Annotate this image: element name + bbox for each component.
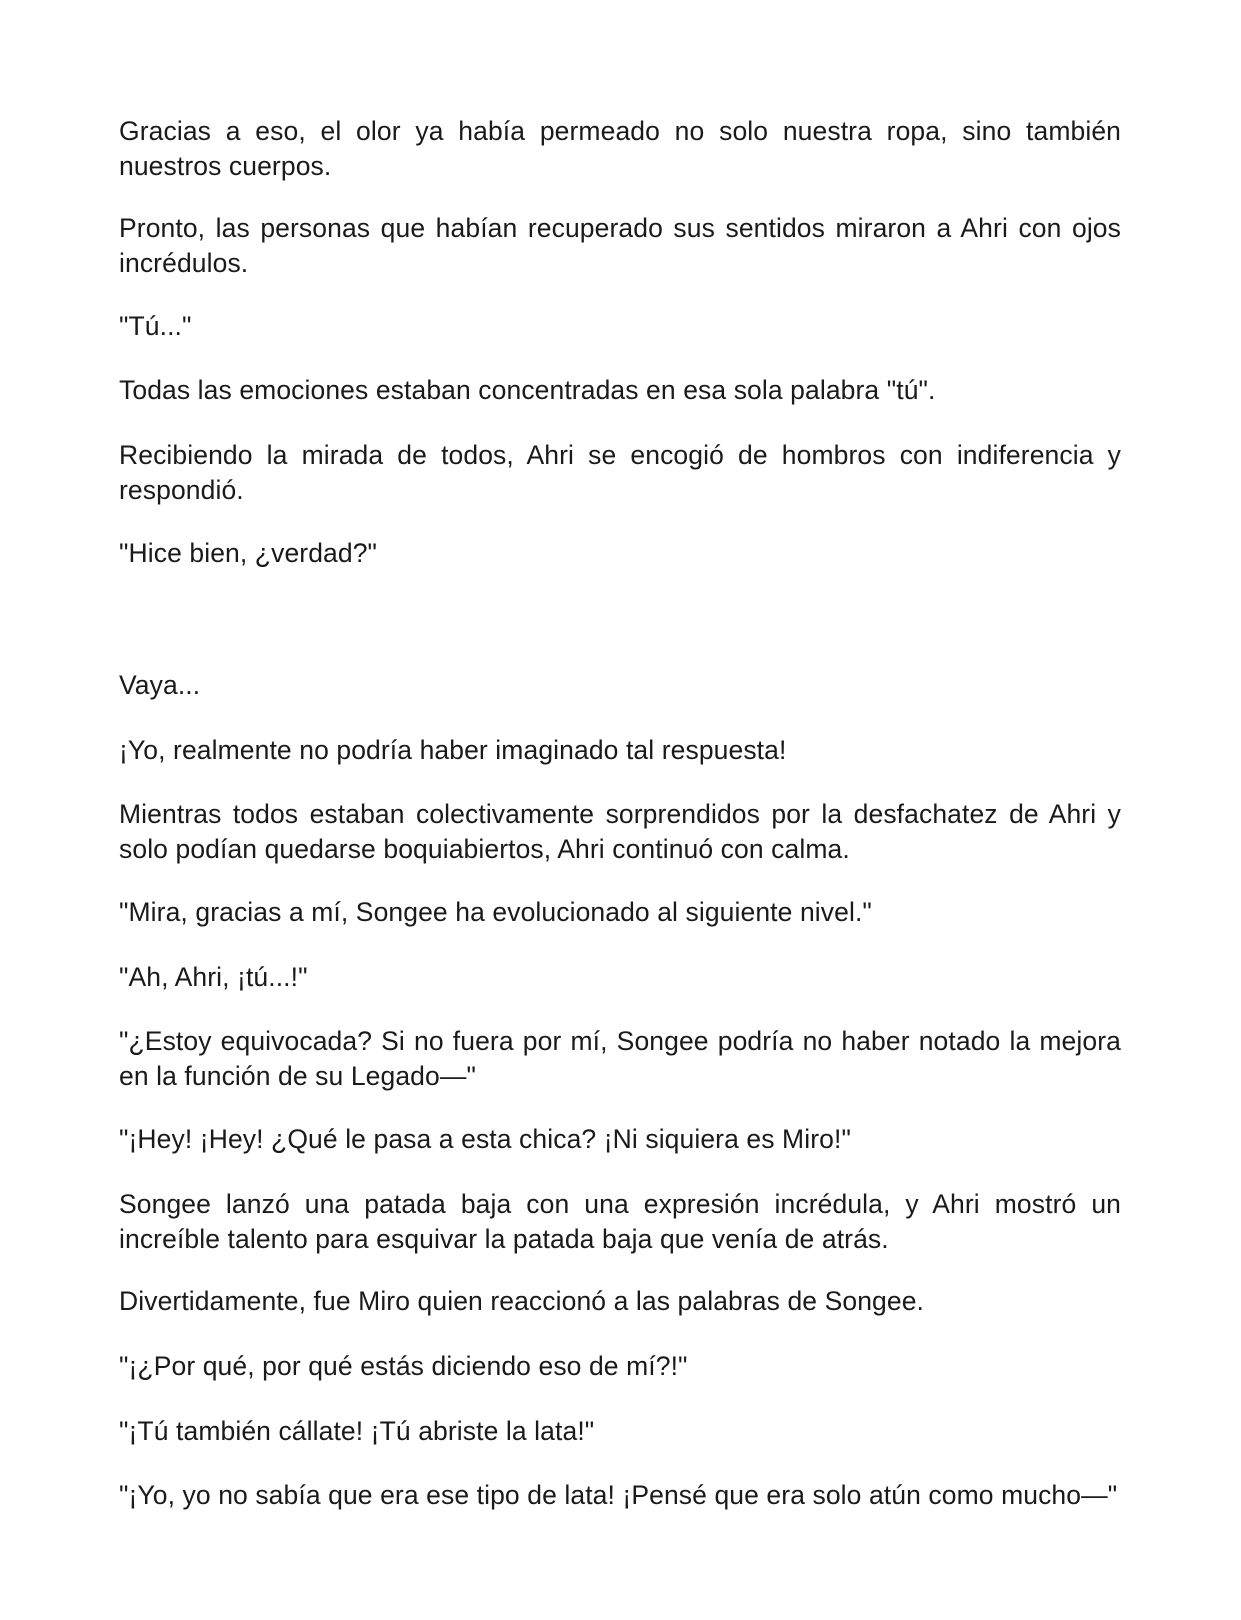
dialogue-line: "Mira, gracias a mí, Songee ha evolucionado al siguiente nivel." [119,897,872,927]
dialogue-line: "¡Hey! ¡Hey! ¿Qué le pasa a esta chica? ¡Ni siquiera es Miro!" [119,1124,851,1154]
paragraph: Songee lanzó una patada baja con una expresión incrédula, y Ahri mostró un increíble talento para esquivar la patada baja que venía de atrás. [119,1189,1121,1254]
paragraph: Gracias a eso, el olor ya había permeado no solo nuestra ropa, sino también nuestros cuerpos. [119,116,1121,181]
paragraph: ¡Yo, realmente no podría haber imaginado tal respuesta! [119,735,787,765]
dialogue-line: "¡Yo, yo no sabía que era ese tipo de lata! ¡Pensé que era solo atún como mucho—" [119,1480,1118,1510]
paragraph: Mientras todos estaban colectivamente sorprendidos por la desfachatez de Ahri y solo podían quedarse boquiabiertos, Ahri continuó con calma. [119,799,1121,864]
dialogue-line: "¡Tú también cállate! ¡Tú abriste la lata!" [119,1416,595,1446]
paragraph: Todas las emociones estaban concentradas en esa sola palabra "tú". [119,375,936,405]
dialogue-line: "¡¿Por qué, por qué estás diciendo eso de mí?!" [119,1351,688,1381]
dialogue-line: "Tú..." [119,311,192,341]
paragraph: Divertidamente, fue Miro quien reaccionó a las palabras de Songee. [119,1286,925,1316]
dialogue-line: "Ah, Ahri, ¡tú...!" [119,962,308,992]
paragraph: Pronto, las personas que habían recuperado sus sentidos miraron a Ahri con ojos incrédulos. [119,213,1121,278]
dialogue-line: "¿Estoy equivocada? Si no fuera por mí, Songee podría no haber notado la mejora en la función de su Legado—" [119,1026,1121,1091]
paragraph: Vaya... [119,670,201,700]
paragraph: Recibiendo la mirada de todos, Ahri se encogió de hombros con indiferencia y respondió. [119,440,1121,505]
dialogue-line: "Hice bien, ¿verdad?" [119,538,378,568]
